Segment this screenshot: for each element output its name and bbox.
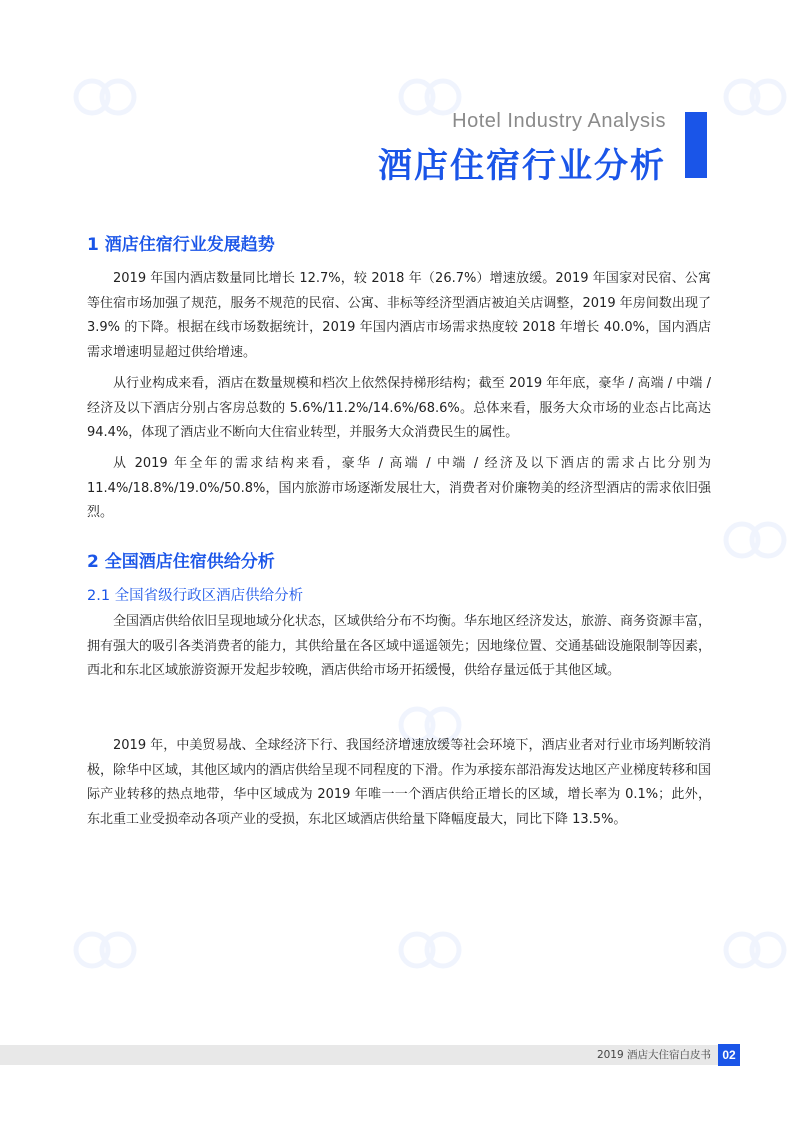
watermark-logo [70,915,180,985]
header-title-en: Hotel Industry Analysis [452,110,666,132]
section2-paragraph: 全国酒店供给依旧呈现地域分化状态，区域供给分布不均衡。华东地区经济发达，旅游、商务资源丰富，拥有强大的吸引各类消费者的能力，其供给量在各区域中遥遥领先；因地缘位置、交通基础设施限制等因素，西北和东北区域旅游资源开发起步较晚，酒店供给市场开拓缓慢，供给存量远低于其他区域。 [87,614,712,678]
section2-heading: 2 全国酒店住宿供给分析 [87,552,275,572]
watermark-logo [720,62,793,132]
section1-heading: 1 酒店住宿行业发展趋势 [87,235,275,255]
header-accent-bar [685,112,707,178]
watermark-logo [720,505,793,575]
section2-paragraph: 2019 年，中美贸易战、全球经济下行、我国经济增速放缓等社会环境下，酒店业者对行业市场判断较消极，除华中区域，其他区域内的酒店供给呈现不同程度的下滑。作为承接东部沿海发达地区产业梯度转移和国际产业转移的热点地带，华中区域成为 2019 年唯一一个酒店供给正增长的区域，增长率为 0.1%；此外，东北重工业受损牵动各项产业的受损，东北区域酒店供给量下降幅度最大，同比下降 13.5%。 [87,738,712,827]
watermark-logo [395,915,505,985]
section2-1-heading: 2.1 全国省级行政区酒店供给分析 [87,588,304,604]
section1-paragraph: 从 2019 年全年的需求结构来看，豪华 / 高端 / 中端 / 经济及以下酒店的需求占比分别为 11.4%/18.8%/19.0%/50.8%，国内旅游市场逐渐发展壮大，消费者对价廉物美的经济型酒店的需求依旧强烈。 [87,456,711,520]
footer-doc-title: 2019 酒店大住宿白皮书 [596,1049,711,1061]
watermark-logo [70,62,180,132]
page-number: 02 [718,1044,740,1066]
header-title-cn: 酒店住宿行业分析 [378,146,666,186]
section1-paragraph: 2019 年国内酒店数量同比增长 12.7%，较 2018 年（26.7%）增速放缓。2019 年国家对民宿、公寓等住宿市场加强了规范，服务不规范的民宿、公寓、非标等经济型酒店被迫关店调整，2019 年房间数出现了 3.9% 的下降。根据在线市场数据统计，2019 年国内酒店市场需求热度较 2018 年增长 40.0%，国内酒店需求增速明显超过供给增速。 [87,271,711,360]
section1-paragraph: 从行业构成来看，酒店在数量规模和档次上依然保持梯形结构；截至 2019 年年底，豪华 / 高端 / 中端 / 经济及以下酒店分别占客房总数的 5.6%/11.2%/14.6%/68.6%。总体来看，服务大众市场的业态占比高达 94.4%，体现了酒店业不断向大住宿业转型，并服务大众消费民生的属性。 [87,376,711,440]
watermark-logo [720,915,793,985]
